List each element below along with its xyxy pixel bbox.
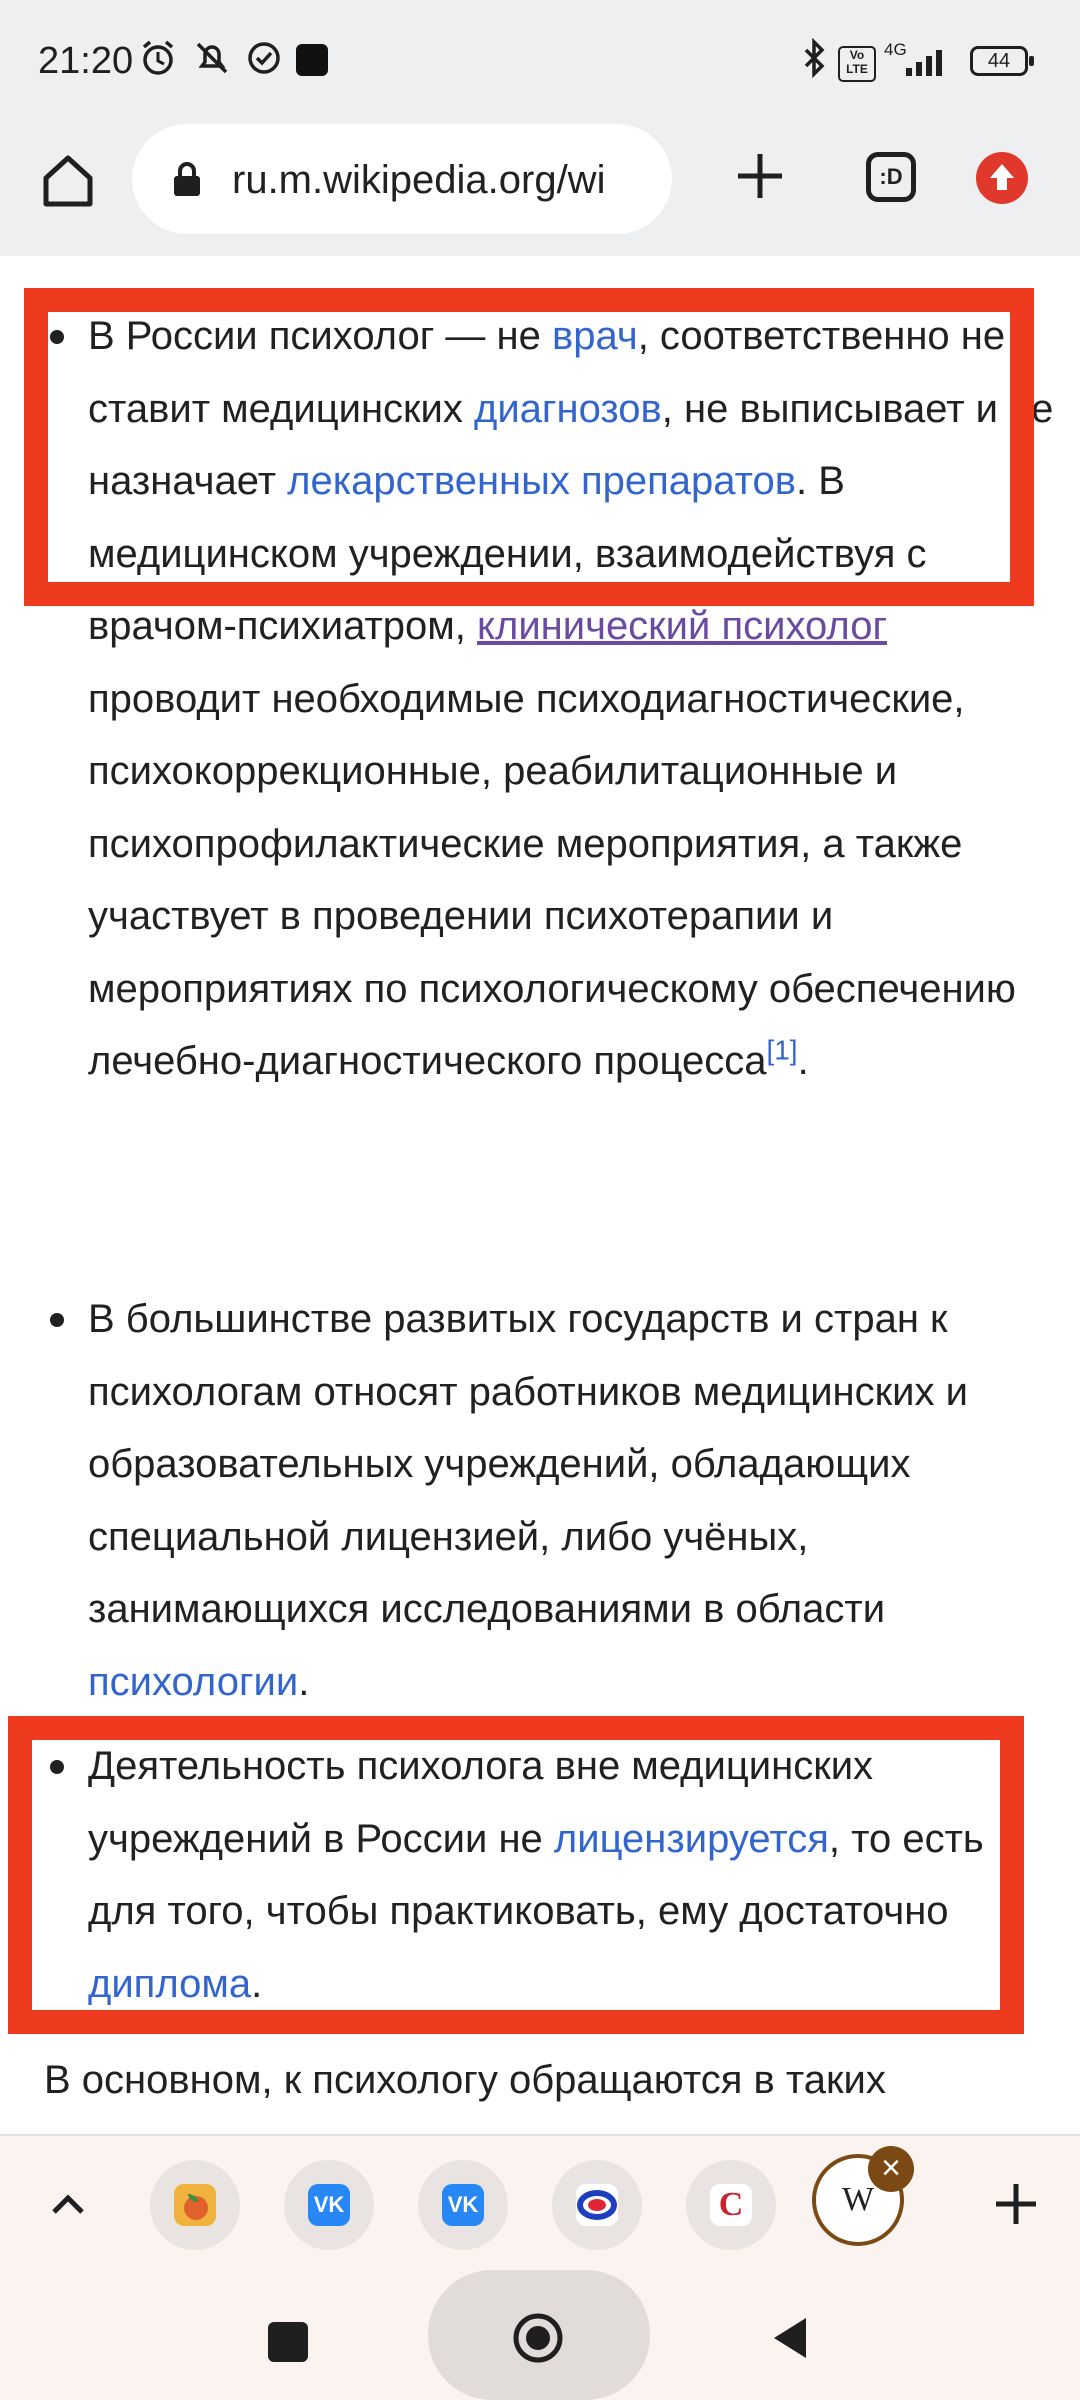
home-nav-button[interactable] xyxy=(510,2310,566,2366)
bluetooth-icon xyxy=(800,38,830,88)
text: . xyxy=(251,1961,263,2006)
url-text[interactable]: ru.m.wikipedia.org/wi xyxy=(232,158,606,202)
check-circle-icon xyxy=(244,38,284,88)
link-psihologii[interactable]: психологии xyxy=(88,1659,299,1704)
text: , не выписывает и не назначает xyxy=(88,386,1054,503)
text: Деятельность психолога вне медицинских учреждений в России не xyxy=(88,1744,874,1861)
status-bar xyxy=(0,0,1080,120)
app-tab-4[interactable] xyxy=(552,2160,642,2250)
link-vrach[interactable]: врач xyxy=(551,314,638,358)
system-nav-bar xyxy=(0,2270,1080,2400)
arrow-up-icon xyxy=(976,152,1028,204)
back-button[interactable] xyxy=(770,2314,810,2367)
alarm-icon xyxy=(138,38,178,88)
text: . В медицинском учреждении, взаимодействуя с врачом-психиатром, xyxy=(88,459,927,648)
plus-icon xyxy=(730,146,790,206)
status-time: 21:20 xyxy=(38,40,134,82)
text: . xyxy=(298,1659,310,1704)
home-icon xyxy=(38,150,98,210)
c-logo-icon: C xyxy=(710,2184,752,2226)
media-app-icon xyxy=(576,2184,618,2226)
text: . xyxy=(797,1039,809,1083)
notifications-off-icon xyxy=(192,38,232,88)
recents-button[interactable] xyxy=(268,2322,308,2362)
article-content xyxy=(0,256,1080,2134)
link-lekarstvennyh-preparatov[interactable]: лекарственных препаратов xyxy=(287,459,797,503)
browser-toolbar xyxy=(0,120,1080,256)
home-button[interactable] xyxy=(38,150,98,210)
link-diploma[interactable]: диплома xyxy=(88,1961,252,2006)
close-tab-button[interactable]: × xyxy=(868,2146,914,2192)
reference-link[interactable]: [1] xyxy=(766,1034,798,1066)
vk-icon: VK xyxy=(308,2184,350,2226)
network-type: 4G xyxy=(884,40,907,59)
link-litsenziruetsya[interactable]: лицензируется xyxy=(553,1816,829,1861)
update-button[interactable] xyxy=(976,152,1028,204)
vk-icon: VK xyxy=(442,2184,484,2226)
highlight-box xyxy=(8,1716,1024,2034)
plus-icon xyxy=(988,2176,1044,2232)
bullet-marker xyxy=(50,1313,64,1327)
circle-home-icon xyxy=(510,2310,566,2366)
new-tab-button[interactable] xyxy=(730,146,790,206)
link-klinicheskiy-psiholog[interactable]: клинический психолог xyxy=(477,604,888,648)
chevron-up-icon[interactable] xyxy=(50,2190,86,2221)
fruit-app-icon xyxy=(174,2184,216,2226)
text: В России психолог — не xyxy=(88,314,552,358)
list-item xyxy=(88,1283,1058,1718)
wikipedia-tab-active[interactable]: W xyxy=(812,2154,904,2246)
text: В большинстве развитых государств и стран к психологам относят работников медицинских и образовательных учреждений, обладающих специальной лицензией, либо учёных, занимающихся исследованиями в области xyxy=(88,1297,968,1631)
paragraph-text: В основном, к психологу обращаются в таких xyxy=(44,2058,886,2102)
vk-tab-2[interactable] xyxy=(418,2160,508,2250)
signal-icon xyxy=(904,48,954,83)
back-triangle-icon xyxy=(770,2314,810,2362)
battery-indicator: 44 xyxy=(970,46,1028,76)
app-tab-1[interactable] xyxy=(150,2160,240,2250)
lock-icon xyxy=(172,162,202,198)
text: , соответственно не ставит медицинских xyxy=(88,314,1006,431)
volte-icon: Vo LTE xyxy=(838,46,876,82)
app-icon xyxy=(296,44,328,76)
text: , то есть для того, чтобы практиковать, ему достаточно xyxy=(88,1816,984,1933)
address-bar[interactable] xyxy=(132,124,672,234)
tab-switcher-button[interactable]: :D xyxy=(866,152,916,202)
tab-bar xyxy=(0,2134,1080,2272)
add-tab-button[interactable] xyxy=(988,2176,1044,2232)
link-diagnozov[interactable]: диагнозов xyxy=(474,386,662,431)
app-tab-5[interactable] xyxy=(686,2160,776,2250)
text: проводит необходимые психодиагностические, психокоррекционные, реабилитационные и психопрофилактические мероприятия, а также участвует в проведении психотерапии и мероприятиях по психологическому обеспечению лечебно-диагностического процесса xyxy=(88,676,1016,1083)
highlight-box xyxy=(24,288,1034,606)
vk-tab-1[interactable] xyxy=(284,2160,374,2250)
